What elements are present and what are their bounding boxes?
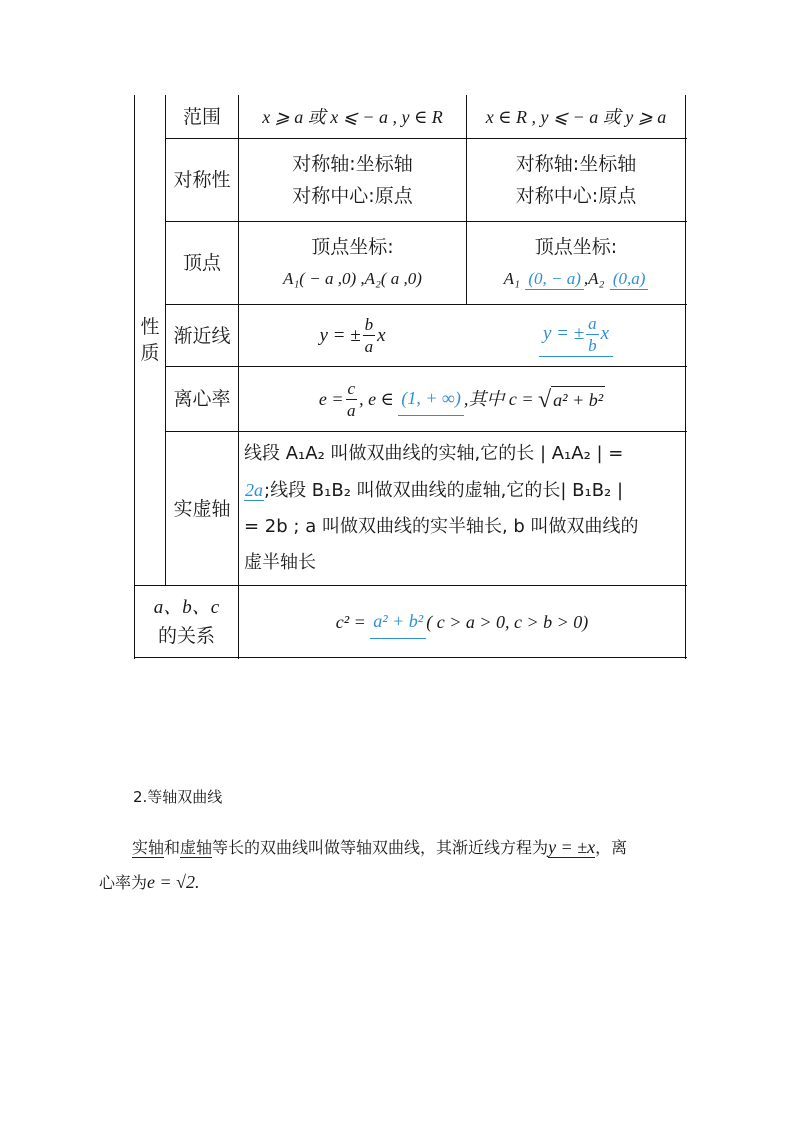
asymptote-left — [239, 305, 466, 366]
row-label-relation — [135, 586, 238, 657]
axes-line-3: = 2b ; a 叫做双曲线的实半轴长, b 叫做双曲线的 — [244, 516, 639, 537]
row-label-axes: 实虚轴 — [173, 497, 231, 520]
eccentricity-fraction — [346, 380, 358, 419]
relation-prefix: c² = — [335, 611, 366, 632]
relation-answer: a² + b² — [370, 605, 426, 639]
section-heading: 2.等轴双曲线 — [133, 788, 223, 806]
vertex-coords: A₁( − a ,0) ,A₂( a ,0) — [283, 269, 422, 288]
range-left: x ⩾ a 或 x ⩽ − a , y ∈ R — [262, 106, 443, 127]
sqrt-radicand: a² + b² — [551, 386, 605, 413]
para-text: 和 — [164, 838, 181, 857]
table-border-right — [685, 95, 686, 659]
axes-line-2 — [244, 472, 684, 509]
vertex-left — [239, 222, 466, 304]
symmetry-axis-text: 对称轴:坐标轴 — [292, 153, 413, 175]
para-text: 等长的双曲线叫做等轴双曲线，其渐近线方程为 — [212, 838, 549, 857]
term-imag-axis: 虚轴 — [180, 838, 213, 857]
row-label-eccentricity: 离心率 — [173, 388, 231, 410]
hyperbola-properties-table — [134, 95, 687, 659]
row-label-vertex: 顶点 — [182, 252, 221, 274]
row-label-symmetry: 对称性 — [173, 169, 231, 191]
axes-line-4: 虚半轴长 — [244, 552, 316, 573]
asymptote-prefix: y = ± — [319, 324, 361, 346]
fraction-denominator: b — [588, 335, 597, 355]
axes-content — [244, 436, 684, 581]
sqrt-expression — [538, 386, 605, 413]
axes-answer: 2a — [245, 480, 263, 500]
asymptote-suffix: x — [377, 324, 386, 346]
vertex-answer-1: (0, − a) — [525, 269, 584, 290]
row-label-asymptote: 渐近线 — [173, 324, 231, 347]
section-paragraph — [99, 830, 699, 900]
eccentricity-suffix: ,其中 c = — [463, 389, 534, 409]
asymptote-suffix: x — [600, 323, 610, 344]
eccentricity-mid: , e ∈ — [359, 389, 394, 409]
axes-line-1: 线段 A₁A₂ 叫做双曲线的实轴,它的长 | A₁A₂ | = — [244, 443, 624, 464]
fraction-numerator: a — [588, 313, 597, 333]
paragraph-line-1 — [99, 830, 699, 865]
relation-suffix: ( c > a > 0, c > b > 0) — [426, 611, 589, 632]
para-text: 心率为 — [99, 873, 148, 892]
vertex-a1-label: A₁ — [503, 269, 520, 288]
fraction-numerator: c — [347, 378, 356, 398]
vertex-caption: 顶点坐标: — [534, 236, 618, 258]
row-label-range: 范围 — [182, 105, 221, 128]
asymptote-equation: y = ±x — [548, 837, 596, 857]
asymptote-fraction — [363, 316, 376, 355]
fraction-denominator: a — [347, 400, 356, 420]
eccentricity-content — [239, 367, 685, 431]
relation-content — [239, 586, 685, 657]
sqrt-icon: √ — [538, 386, 552, 413]
symmetry-right — [467, 139, 685, 221]
vertex-coords — [504, 263, 649, 295]
group-label-properties: 性 质 — [140, 316, 160, 364]
eccentricity-answer: (1, + ∞) — [398, 382, 463, 416]
symmetry-center-text: 对称中心:原点 — [292, 185, 413, 207]
vertex-caption: 顶点坐标: — [311, 236, 394, 258]
vertex-answer-2: (0,a) — [610, 269, 649, 290]
eccentricity-prefix: e = — [318, 389, 344, 409]
fraction-numerator: b — [364, 315, 374, 334]
vertex-right — [467, 222, 685, 304]
range-right: x ∈ R , y ⩽ − a 或 y ⩾ a — [485, 106, 667, 127]
relation-label-text: 的关系 — [157, 624, 215, 647]
table-border-bottom — [134, 657, 687, 658]
term-real-axis: 实轴 — [132, 838, 165, 857]
eccentricity-equation: e = √2. — [147, 872, 200, 892]
asymptote-fraction — [586, 315, 599, 354]
paragraph-line-2 — [99, 865, 699, 900]
relation-label-vars: a、b、c — [153, 596, 220, 618]
vertex-a2-label: ,A₂ — [583, 269, 605, 288]
asymptote-prefix: y = ± — [542, 323, 585, 344]
symmetry-axis-text: 对称轴:坐标轴 — [515, 153, 637, 175]
asymptote-right-answer — [467, 305, 685, 366]
row-divider — [165, 431, 687, 432]
fraction-denominator: a — [364, 337, 374, 356]
para-text: ，离 — [595, 838, 628, 857]
axes-line-2-text: ;线段 B₁B₂ 叫做双曲线的虚轴,它的长| B₁B₂ | — [264, 480, 624, 501]
symmetry-left — [239, 139, 466, 221]
symmetry-center-text: 对称中心:原点 — [515, 185, 637, 207]
